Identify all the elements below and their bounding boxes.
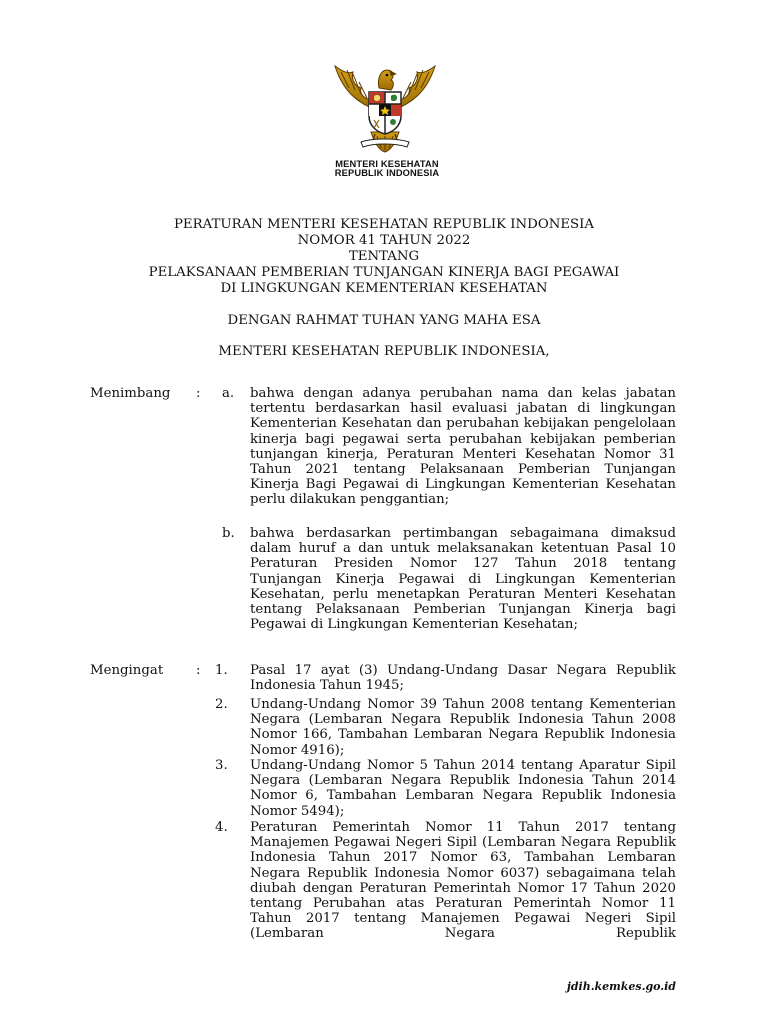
- regulation-subject-line1: PELAKSANAAN PEMBERIAN TUNJANGAN KINERJA BAGI PEGAWAI: [148, 265, 620, 280]
- title-tentang: TENTANG: [348, 249, 420, 264]
- legal-basis-text: Undang-Undang Nomor 5 Tahun 2014 tentang Aparatur Sipil Negara (Lembaran Negara Republik Indonesia Tahun 2014 Nomor 6, Tambahan Lembaran Negara Republik Indonesia Nomor 5494);: [250, 758, 676, 819]
- legal-basis-text: Peraturan Pemerintah Nomor 11 Tahun 2017 tentang Manajemen Pegawai Negeri Sipil (Lembaran Negara Republik Indonesia Tahun 2017 Nomor 63, Tambahan Lembaran Negara Republik Indonesia Nomor 6037) sebagaimana telah diubah dengan Peraturan Pemerintah Nomor 17 Tahun 2020 tentang Perubahan atas Peraturan Pemerintah Nomor 11 Tahun 2017 tentang Manajemen Pegawai Negeri Sipil (Lembaran Negara Republik: [250, 820, 676, 942]
- footer-url[interactable]: jdih.kemkes.go.id: [566, 980, 676, 993]
- institution-name-line2: REPUBLIK INDONESIA: [334, 168, 440, 178]
- preamble-authority: MENTERI KESEHATAN REPUBLIK INDONESIA,: [218, 344, 550, 359]
- consideration-text: bahwa berdasarkan pertimbangan sebagaimana dimaksud dalam huruf a dan untuk melaksanakan ketentuan Pasal 10 Peraturan Presiden Nomor 127 Tahun 2018 tentang Tunjangan Kinerja Pegawai di Lingkungan Kementerian Kesehatan, perlu menetapkan Peraturan Menteri Kesehatan tentang Pelaksanaan Pemberian Tunjangan Kinerja bagi Pegawai di Lingkungan Kementerian Kesehatan;: [250, 526, 676, 633]
- legal-basis-text: Pasal 17 ayat (3) Undang-Undang Dasar Negara Republik Indonesia Tahun 1945;: [250, 663, 676, 694]
- mengingat-label: Mengingat: [90, 663, 164, 678]
- menimbang-label: Menimbang: [90, 386, 171, 401]
- shield: [369, 92, 401, 134]
- legal-basis-marker: 1.: [215, 663, 228, 678]
- regulation-subject-line2: DI LINGKUNGAN KEMENTERIAN KESEHATAN: [220, 281, 548, 296]
- legal-basis-text: Undang-Undang Nomor 39 Tahun 2008 tentang Kementerian Negara (Lembaran Negara Republik Indonesia Tahun 2008 Nomor 166, Tambahan Lembaran Negara Republik Indonesia Nomor 4916);: [250, 697, 676, 758]
- regulation-number: NOMOR 41 TAHUN 2022: [297, 233, 471, 248]
- consideration-marker: b.: [222, 526, 235, 541]
- preamble-rahmat: DENGAN RAHMAT TUHAN YANG MAHA ESA: [227, 313, 541, 328]
- regulation-title: PERATURAN MENTERI KESEHATAN REPUBLIK INDONESIA: [173, 217, 595, 232]
- consideration-marker: a.: [222, 386, 235, 401]
- legal-basis-marker: 4.: [215, 820, 228, 835]
- legal-basis-marker: 3.: [215, 758, 228, 773]
- consideration-text: bahwa dengan adanya perubahan nama dan kelas jabatan tertentu berdasarkan hasil evaluasi jabatan di lingkungan Kementerian Kesehatan dan perubahan kebijakan pengelolaan kinerja bagi pegawai serta perubahan kebijakan pemberian tunjangan kinerja, Peraturan Menteri Kesehatan Nomor 31 Tahun 2021 tentang Pelaksanaan Pemberian Tunjangan Kinerja Bagi Pegawai di Lingkungan Kementerian Kesehatan perlu dilakukan penggantian;: [250, 386, 676, 508]
- institution-name-line1: MENTERI KESEHATAN: [335, 159, 439, 169]
- legal-basis-marker: 2.: [215, 697, 228, 712]
- menimbang-colon: :: [196, 386, 201, 401]
- mengingat-colon: :: [196, 663, 201, 678]
- garuda-pancasila-emblem: [329, 58, 441, 156]
